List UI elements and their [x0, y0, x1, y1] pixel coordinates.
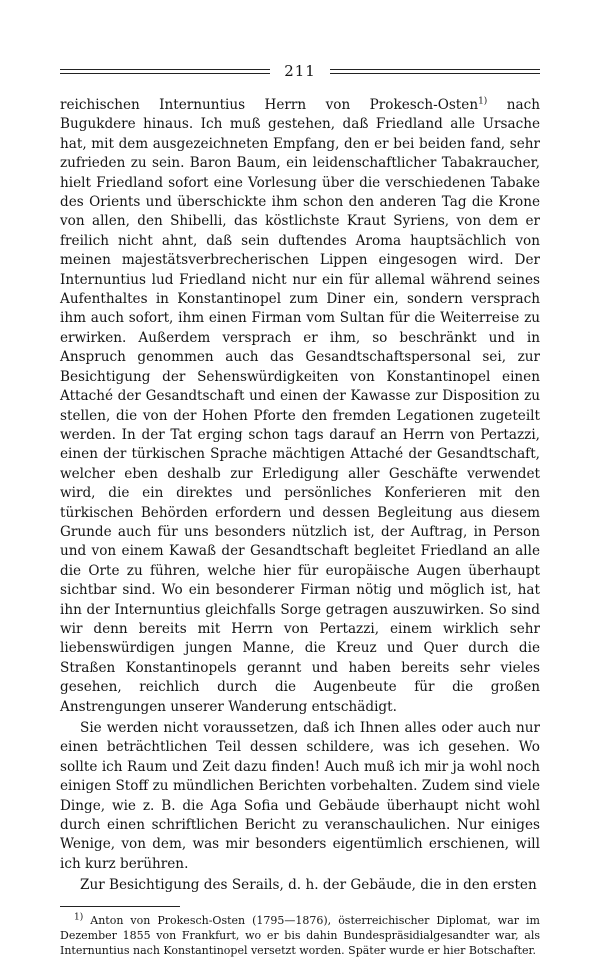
- footnote-divider: [60, 906, 180, 907]
- body-text: [60, 96, 540, 896]
- paragraph-3: Zur Besichtigung des Serails, d. h. der Gebäude, die in den ersten: [80, 877, 537, 894]
- footnote-marker: 1): [74, 912, 84, 922]
- paragraph-1-start: reichischen Internuntius Herrn von Prokesch-Osten: [60, 97, 479, 113]
- page-number: 211: [284, 62, 316, 80]
- footnote: [60, 913, 540, 959]
- book-page: [60, 58, 540, 970]
- paragraph-1: [60, 96, 540, 717]
- running-header: [60, 58, 540, 84]
- footnote-reference: 1): [478, 96, 488, 107]
- header-rule-right: [330, 69, 540, 74]
- paragraph-1-rest: nach Bugukdere hinaus. Ich muß gestehen, daß Friedland alle Ursache hat, mit dem ausgezeichneten Empfang, den er bei beiden fand, sehr zufrieden zu sein. Baron Baum, ein leidenschaftlicher Tabakraucher, hielt Friedland sofort eine Vorlesung über die verschiedenen Tabake des Orients und überschickte ihm schon den anderen Tag die Krone von allen, den Shibelli, das köstlichste Kraut Syriens, von dem er freilich nicht ahnt, daß sein duftendes Aroma hauptsächlich von meinen majestätsverbrecherischen Lippen eingesogen wird. Der Internuntius lud Friedland nicht nur ein für allemal während seines Aufenthaltes in Konstantinopel zum Diner ein, sondern versprach ihm auch sofort, ihm einen Firman vom Sultan für die Weiterreise zu erwirken. Außerdem versprach er ihm, so beschränkt und in Anspruch genommen auch das Gesandtschaftspersonal sei, zur Besichtigung der Sehenswürdigkeiten von Konstantinopel einen Attaché der Gesandtschaft und einen der Kawasse zur Disposition zu stellen, die von der Hohen Pforte den fremden Legationen zugeteilt werden. In der Tat erging schon tags darauf an Herrn von Pertazzi, einen der türkischen Sprache mächtigen Attaché der Gesandtschaft, welcher eben deshalb zur Erledigung aller Geschäfte verwendet wird, die ein direktes und persönliches Konferieren mit den türkischen Behörden erfordern und dessen Begleitung aus diesem Grunde auch für uns besonders nützlich ist, der Auftrag, in Person und von einem Kawaß der Gesandtschaft begleitet Friedland an alle die Orte zu führen, welche hier für europäische Augen überhaupt sichtbar sind. Wo ein besonderer Firman nötig und möglich ist, hat ihn der Internuntius gleichfalls Sorge getragen auszuwirken. So sind wir denn bereits mit Herrn von Pertazzi, einem wirklich sehr liebenswürdigen jungen Manne, die Kreuz und Quer durch die Straßen Konstantinopels gerannt und haben bereits sehr vieles gesehen, reichlich durch die Augenbeute für die großen Anstrengungen unserer Wanderung entschädigt.: [60, 97, 540, 715]
- footnote-text: Anton von Prokesch-Osten (1795—1876), österreichischer Diplomat, war im Dezember 1855 von Frankfurt, wo er bis dahin Bundespräsidialgesandter war, als Internuntius nach Konstantinopel versetzt worden. Später wurde er hier Botschafter.: [60, 913, 540, 958]
- header-rule-left: [60, 69, 270, 74]
- paragraph-2: Sie werden nicht voraussetzen, daß ich Ihnen alles oder auch nur einen beträchtlichen Teil dessen schildere, was ich gesehen. Wo sollte ich Raum und Zeit dazu finden! Auch muß ich mir ja wohl noch einigen Stoff zu mündlichen Berichten vorbehalten. Zudem sind viele Dinge, wie z. B. die Aga Sofia und Gebäude überhaupt nicht wohl durch einen schriftlichen Bericht zu veranschaulichen. Nur einiges Wenige, von dem, was mir besonders eigentümlich erschienen, will ich kurz berühren.: [60, 720, 540, 872]
